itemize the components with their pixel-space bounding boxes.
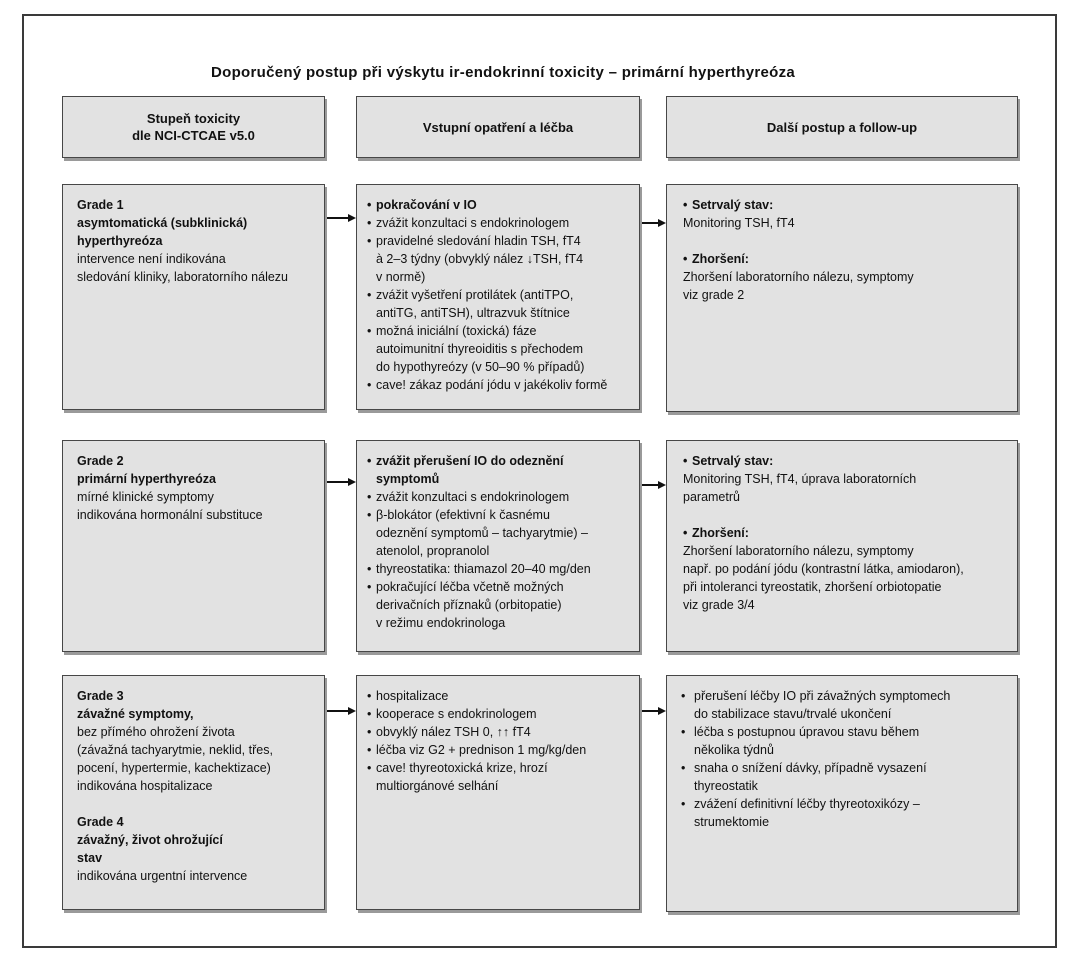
- bullet-icon: •: [683, 252, 688, 266]
- text-line: Zhoršení laboratorního nálezu, symptomy: [683, 270, 914, 284]
- bullet-icon: •: [367, 490, 372, 504]
- text-line: [367, 286, 635, 304]
- line-text: kooperace s endokrinologem: [376, 707, 537, 721]
- text-line: dle NCI-CTCAE v5.0: [132, 128, 255, 143]
- text-line: v režimu endokrinologa: [376, 616, 506, 630]
- text-line: při intoleranci tyreostatik, zhoršení orbiotopatie: [683, 580, 942, 594]
- line-text: možná iniciální (toxická) fáze: [376, 324, 537, 338]
- text-line: bez přímého ohrožení života: [77, 725, 235, 739]
- grade3-4-treatment-box: [356, 675, 640, 910]
- bullet-icon: •: [367, 288, 372, 302]
- text-line: primární hyperthyreóza: [77, 472, 216, 486]
- text-line: několika týdnů: [694, 743, 774, 757]
- text-line: [367, 322, 635, 340]
- text-line: intervence není indikována: [77, 252, 226, 266]
- text-line: [367, 506, 635, 524]
- text-line: [367, 560, 635, 578]
- line-text: thyreostatika: thiamazol 20–40 mg/den: [376, 562, 591, 576]
- line-text: Zhoršení:: [692, 252, 749, 266]
- text-line: Grade 3: [77, 689, 124, 703]
- text-line: [683, 250, 1011, 268]
- bullet-icon: •: [367, 508, 372, 522]
- bullet-icon: •: [683, 454, 688, 468]
- text-line: viz grade 3/4: [683, 598, 755, 612]
- bullet-icon: •: [367, 454, 372, 468]
- line-text: zvážit vyšetření protilátek (antiTPO,: [376, 288, 574, 302]
- text-line: indikována hospitalizace: [77, 779, 213, 793]
- bullet-icon: •: [367, 198, 372, 212]
- text-line: multiorgánové selhání: [376, 779, 499, 793]
- bullet-icon: •: [683, 526, 688, 540]
- text-line: symptomů: [376, 472, 440, 486]
- text-line: indikována urgentní intervence: [77, 869, 248, 883]
- text-line: Grade 4: [77, 815, 124, 829]
- line-text: léčba s postupnou úpravou stavu během: [694, 725, 920, 739]
- bullet-icon: •: [367, 707, 372, 721]
- line-text: zvážit konzultaci s endokrinologem: [376, 216, 570, 230]
- text-line: [367, 723, 635, 741]
- text-line: Monitoring TSH, fT4, úprava laboratorních: [683, 472, 917, 486]
- text-line: závažné symptomy,: [77, 707, 194, 721]
- grade3-4-definition-box: [62, 675, 325, 910]
- text-line: [367, 705, 635, 723]
- text-line: viz grade 2: [683, 288, 745, 302]
- grade2-followup-box: [666, 440, 1018, 652]
- text-line: derivačních příznaků (orbitopatie): [376, 598, 562, 612]
- line-text: přerušení léčby IO při závažných symptomech: [694, 689, 951, 703]
- grade3-4-arrow-right-icon: [642, 710, 658, 712]
- header-initial-treatment: [356, 96, 640, 158]
- grade2-treatment-box: [356, 440, 640, 652]
- line-spacer: [683, 232, 1011, 250]
- bullet-icon: •: [367, 689, 372, 703]
- text-line: [683, 452, 1011, 470]
- text-line: [367, 578, 635, 596]
- bullet-icon: •: [367, 324, 372, 338]
- text-line: [681, 795, 1011, 813]
- text-line: atenolol, propranolol: [376, 544, 490, 558]
- bullet-icon: •: [367, 562, 372, 576]
- line-text: Setrvalý stav:: [692, 198, 774, 212]
- text-line: Zhoršení laboratorního nálezu, symptomy: [683, 544, 914, 558]
- text-line: odeznění symptomů – tachyarytmie) –: [376, 526, 588, 540]
- text-line: autoimunitní thyreoiditis s přechodem: [376, 342, 584, 356]
- line-text: hospitalizace: [376, 689, 449, 703]
- text-line: parametrů: [683, 490, 740, 504]
- bullet-icon: •: [681, 797, 686, 811]
- header-followup: [666, 96, 1018, 158]
- figure-title: Doporučený postup při výskytu ir-endokrinní toxicity – primární hyperthyreóza: [210, 64, 796, 81]
- text-line: [367, 452, 635, 470]
- text-line: antiTG, antiTSH), ultrazvuk štítnice: [376, 306, 570, 320]
- text-line: à 2–3 týdny (obvyklý nález ↓TSH, fT4: [376, 252, 584, 266]
- line-text: snaha o snížení dávky, případně vysazení: [694, 761, 927, 775]
- text-line: (závažná tachyarytmie, neklid, třes,: [77, 743, 273, 757]
- line-text: zvážení definitivní léčby thyreotoxikózy –: [694, 797, 920, 811]
- bullet-icon: •: [367, 378, 372, 392]
- line-spacer: [683, 506, 1011, 524]
- line-spacer: [77, 795, 318, 813]
- bullet-icon: •: [367, 234, 372, 248]
- text-line: Grade 2: [77, 454, 124, 468]
- grade1-treatment-box: [356, 184, 640, 410]
- text-line: závažný, život ohrožující: [77, 833, 223, 847]
- text-line: [681, 723, 1011, 741]
- text-line: strumektomie: [694, 815, 770, 829]
- line-text: β-blokátor (efektivní k časnému: [376, 508, 550, 522]
- text-line: [367, 376, 635, 394]
- text-line: [367, 214, 635, 232]
- grade3-4-arrow-left-icon: [327, 710, 348, 712]
- text-line: Další postup a follow-up: [766, 119, 918, 135]
- bullet-icon: •: [367, 580, 372, 594]
- line-text: zvážit konzultaci s endokrinologem: [376, 490, 570, 504]
- line-text: Zhoršení:: [692, 526, 749, 540]
- text-line: [683, 196, 1011, 214]
- line-text: obvyklý nález TSH 0, ↑↑ fT4: [376, 725, 531, 739]
- text-line: Grade 1: [77, 198, 124, 212]
- text-line: [681, 759, 1011, 777]
- text-line: [681, 687, 1011, 705]
- text-line: [367, 687, 635, 705]
- grade2-arrow-right-icon: [642, 484, 658, 486]
- grade2-definition-box: [62, 440, 325, 652]
- text-line: sledování kliniky, laboratorního nálezu: [77, 270, 289, 284]
- grade1-followup-box: [666, 184, 1018, 412]
- line-text: cave! zákaz podání jódu v jakékoliv formě: [376, 378, 608, 392]
- bullet-icon: •: [683, 198, 688, 212]
- bullet-icon: •: [681, 725, 686, 739]
- text-line: mírné klinické symptomy: [77, 490, 214, 504]
- text-line: [367, 488, 635, 506]
- text-line: Stupeň toxicity: [146, 111, 241, 126]
- text-line: Vstupní opatření a léčba: [422, 119, 574, 135]
- line-text: Setrvalý stav:: [692, 454, 774, 468]
- text-line: [683, 524, 1011, 542]
- text-line: v normě): [376, 270, 426, 284]
- text-line: do hypothyreózy (v 50–90 % případů): [376, 360, 585, 374]
- line-text: léčba viz G2 + prednison 1 mg/kg/den: [376, 743, 587, 757]
- grade1-arrow-right-icon: [642, 222, 658, 224]
- grade3-4-followup-box: [666, 675, 1018, 912]
- grade2-arrow-left-icon: [327, 481, 348, 483]
- text-line: [367, 196, 635, 214]
- bullet-icon: •: [367, 761, 372, 775]
- text-line: [367, 759, 635, 777]
- header-toxicity-grade: [62, 96, 325, 158]
- bullet-icon: •: [367, 743, 372, 757]
- line-text: zvážit přerušení IO do odeznění: [376, 454, 564, 468]
- text-line: asymtomatická (subklinická): [77, 216, 248, 230]
- text-line: stav: [77, 851, 103, 865]
- text-line: Monitoring TSH, fT4: [683, 216, 795, 230]
- text-line: do stabilizace stavu/trvalé ukončení: [694, 707, 892, 721]
- text-line: např. po podání jódu (kontrastní látka, amiodaron),: [683, 562, 964, 576]
- line-text: cave! thyreotoxická krize, hrozí: [376, 761, 548, 775]
- bullet-icon: •: [367, 216, 372, 230]
- line-text: pravidelné sledování hladin TSH, fT4: [376, 234, 581, 248]
- text-line: pocení, hypertermie, kachektizace): [77, 761, 271, 775]
- grade1-definition-box: [62, 184, 325, 410]
- bullet-icon: •: [681, 689, 686, 703]
- grade1-arrow-left-icon: [327, 217, 348, 219]
- bullet-icon: •: [367, 725, 372, 739]
- text-line: thyreostatik: [694, 779, 758, 793]
- text-line: hyperthyreóza: [77, 234, 163, 248]
- line-text: pokračující léčba včetně možných: [376, 580, 564, 594]
- text-line: [367, 741, 635, 759]
- text-line: [367, 232, 635, 250]
- line-text: pokračování v IO: [376, 198, 477, 212]
- text-line: indikována hormonální substituce: [77, 508, 263, 522]
- bullet-icon: •: [681, 761, 686, 775]
